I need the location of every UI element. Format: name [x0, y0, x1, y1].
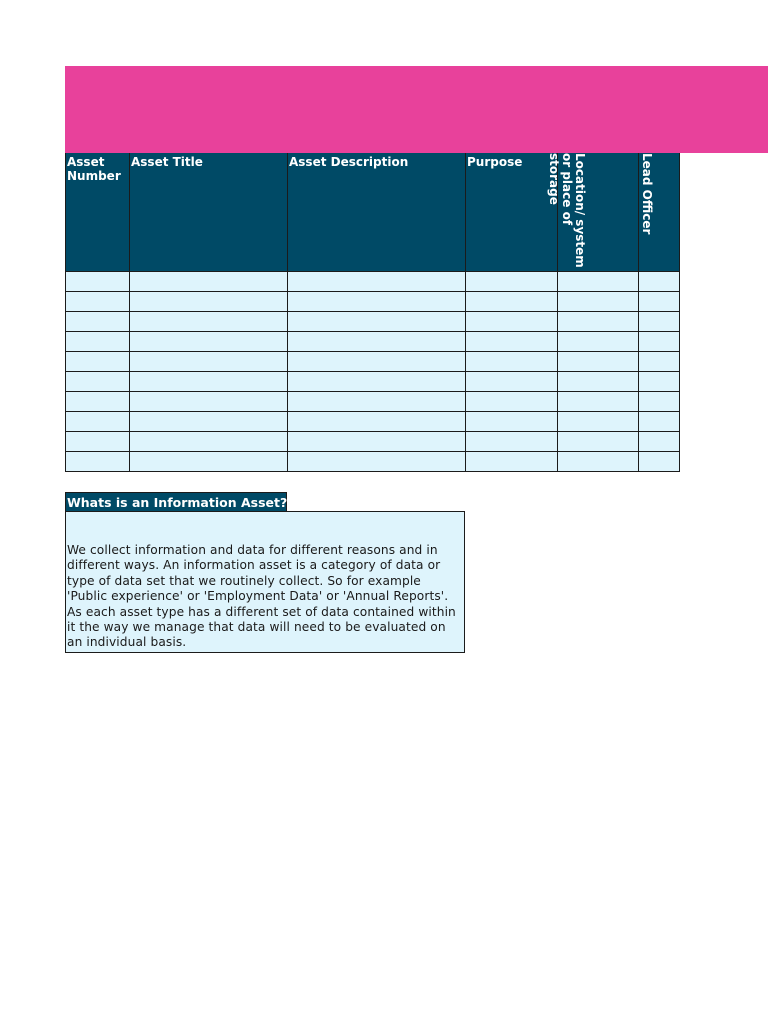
table-cell[interactable]: [66, 392, 130, 412]
table-header-row: [66, 153, 680, 272]
table-row: [66, 352, 680, 372]
table-cell[interactable]: [288, 292, 466, 312]
table-cell[interactable]: [639, 452, 680, 472]
info-box-title: Whats is an Information Asset?: [65, 492, 287, 511]
table-cell[interactable]: [558, 452, 639, 472]
table-cell[interactable]: [288, 312, 466, 332]
table-cell[interactable]: [639, 432, 680, 452]
table-row: [66, 332, 680, 352]
table-cell[interactable]: [639, 412, 680, 432]
table-cell[interactable]: [288, 392, 466, 412]
table-cell[interactable]: [66, 352, 130, 372]
table-cell[interactable]: [130, 312, 288, 332]
table-cell[interactable]: [66, 432, 130, 452]
asset-description-label: Asset Description: [289, 155, 409, 169]
table-cell[interactable]: [639, 292, 680, 312]
table-row: [66, 372, 680, 392]
table-cell[interactable]: [466, 372, 558, 392]
table-cell[interactable]: [288, 352, 466, 372]
table-row: [66, 312, 680, 332]
table-cell[interactable]: [130, 352, 288, 372]
asset-number-label: Asset Number: [67, 155, 121, 183]
table-cell[interactable]: [130, 432, 288, 452]
table-cell[interactable]: [466, 412, 558, 432]
asset-register-table: [65, 153, 680, 472]
table-cell[interactable]: [466, 312, 558, 332]
table-cell[interactable]: [639, 272, 680, 292]
table-cell[interactable]: [466, 392, 558, 412]
table-cell[interactable]: [288, 332, 466, 352]
table-cell[interactable]: [558, 412, 639, 432]
table-cell[interactable]: [66, 312, 130, 332]
table-cell[interactable]: [466, 272, 558, 292]
table-cell[interactable]: [466, 332, 558, 352]
table-cell[interactable]: [558, 272, 639, 292]
table-cell[interactable]: [288, 372, 466, 392]
asset-title-label: Asset Title: [131, 155, 203, 169]
table-cell[interactable]: [66, 332, 130, 352]
table-row: [66, 392, 680, 412]
table-row: [66, 432, 680, 452]
table-cell[interactable]: [466, 352, 558, 372]
table-cell[interactable]: [130, 452, 288, 472]
table-cell[interactable]: [66, 292, 130, 312]
info-box-body: We collect information and data for different reasons and in different ways. An information asset is a category of data or type of data set that we routinely collect. So for example 'Public experience' or 'Employment Data' or 'Annual Reports'. As each asset type has a different set of data contained within it the way we manage that data will need to be evaluated on an individual basis.: [65, 511, 465, 653]
lead-officer-label: Lead Officer: [640, 153, 654, 235]
table-cell[interactable]: [558, 332, 639, 352]
table-cell[interactable]: [639, 352, 680, 372]
table-cell[interactable]: [288, 412, 466, 432]
table-cell[interactable]: [558, 292, 639, 312]
table-cell[interactable]: [639, 372, 680, 392]
table-cell[interactable]: [466, 452, 558, 472]
table-cell[interactable]: [288, 452, 466, 472]
column-header-lead-officer: [639, 153, 680, 272]
table-cell[interactable]: [639, 392, 680, 412]
table-cell[interactable]: [558, 372, 639, 392]
table-row: [66, 272, 680, 292]
table-cell[interactable]: [558, 312, 639, 332]
column-header-asset-description: [288, 153, 466, 272]
table-cell[interactable]: [130, 412, 288, 432]
table-cell[interactable]: [558, 392, 639, 412]
table-cell[interactable]: [558, 352, 639, 372]
location-label: Location/ system or place of storage: [547, 153, 587, 268]
table-cell[interactable]: [639, 312, 680, 332]
table-cell[interactable]: [466, 432, 558, 452]
table-cell[interactable]: [66, 412, 130, 432]
table-cell[interactable]: [558, 432, 639, 452]
table-body: [66, 272, 680, 472]
table-cell[interactable]: [66, 372, 130, 392]
table-cell[interactable]: [130, 372, 288, 392]
column-header-location: [547, 153, 639, 272]
table-row: [66, 412, 680, 432]
table-cell[interactable]: [288, 432, 466, 452]
table-cell[interactable]: [466, 292, 558, 312]
table-cell[interactable]: [66, 452, 130, 472]
column-header-asset-number: [66, 153, 130, 272]
table-row: [66, 292, 680, 312]
table-row: [66, 452, 680, 472]
table-cell[interactable]: [130, 392, 288, 412]
table-cell[interactable]: [130, 292, 288, 312]
table-cell[interactable]: [130, 272, 288, 292]
table-cell[interactable]: [66, 272, 130, 292]
purpose-label: Purpose: [467, 155, 523, 169]
column-header-purpose: [466, 153, 558, 272]
table-cell[interactable]: [639, 332, 680, 352]
table-cell[interactable]: [288, 272, 466, 292]
header-banner: [65, 66, 768, 153]
table-cell[interactable]: [130, 332, 288, 352]
column-header-asset-title: [130, 153, 288, 272]
